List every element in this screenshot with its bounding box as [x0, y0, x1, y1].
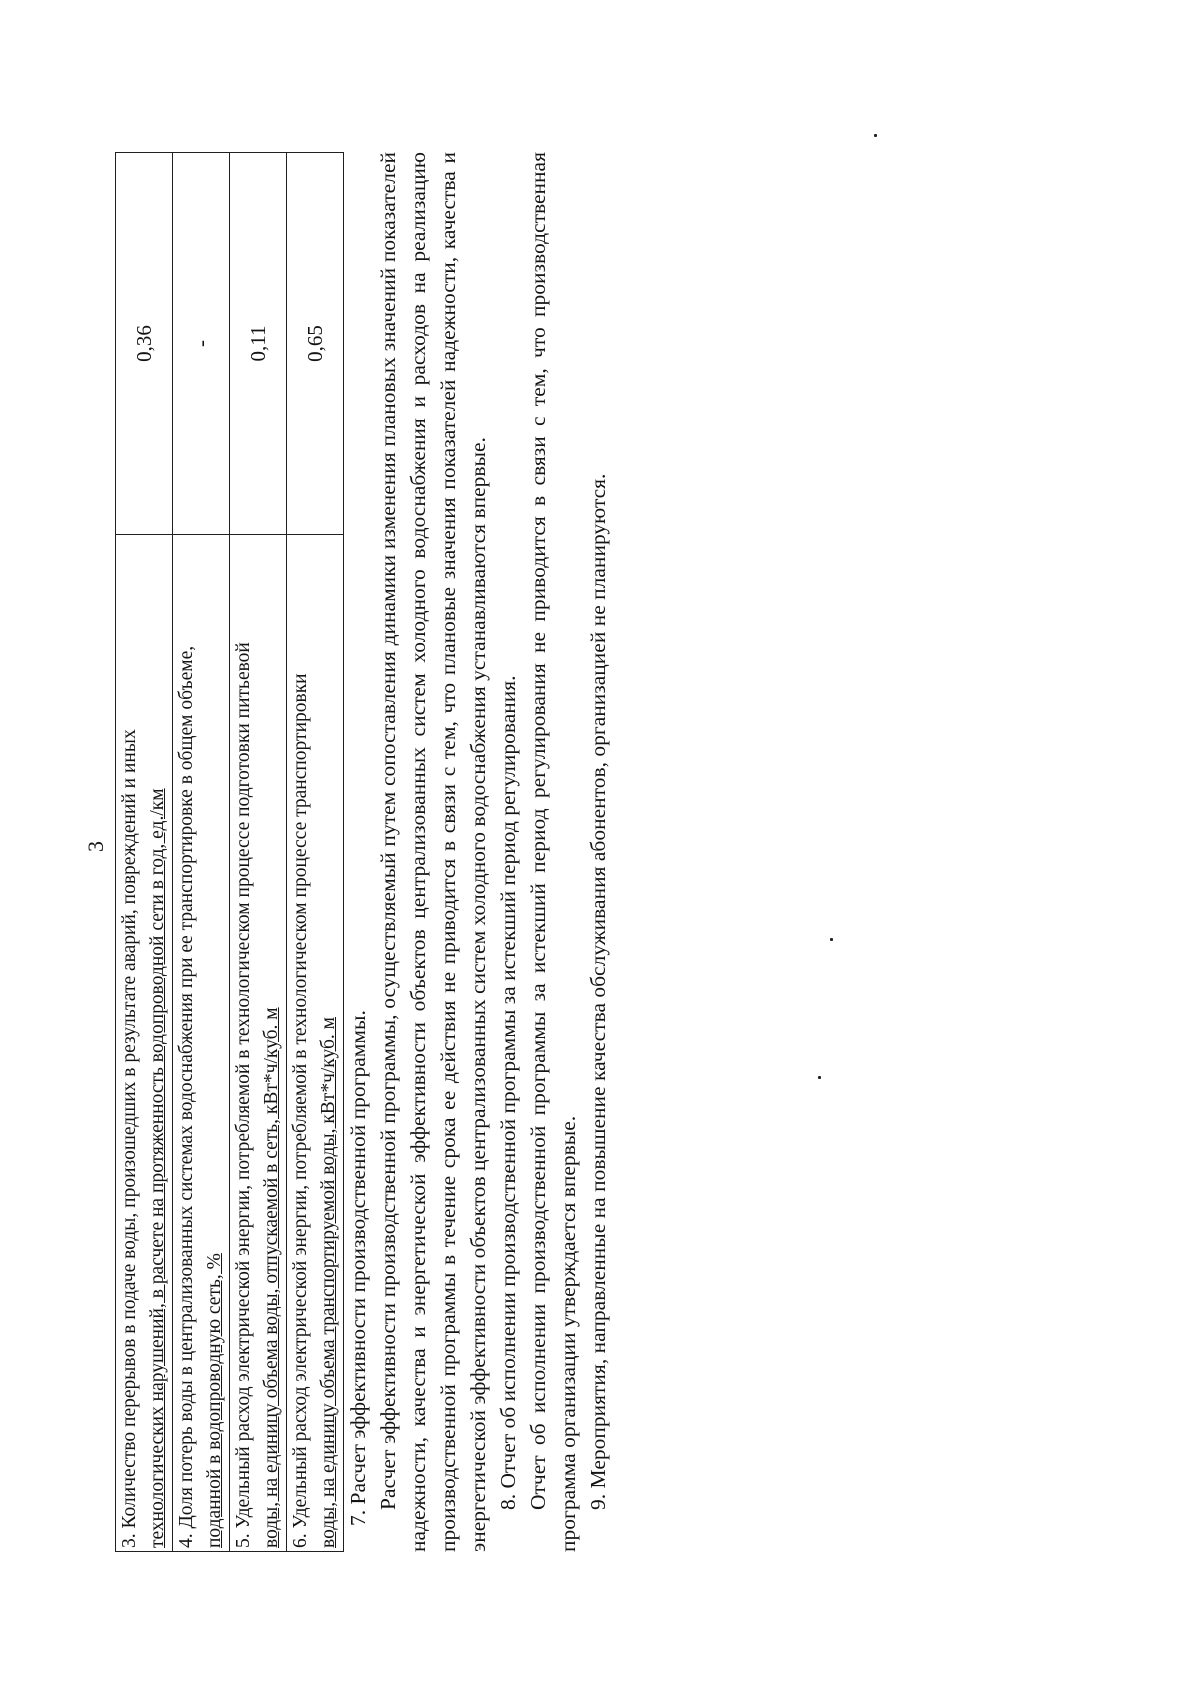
- rotated-page-content: [83, 152, 635, 1552]
- indicator-line: технологических нарушений, в расчете на протяженность водопроводной сети в год, ед./км: [147, 788, 168, 1548]
- scan-speck: [830, 938, 833, 941]
- section-7-heading: 7. Расчет эффективности производственной программы.: [346, 1010, 370, 1526]
- table-row: [173, 153, 230, 1552]
- indicator-line: 4. Доля потерь воды в централизованных системах водоснабжения при ее транспортировке в общем объеме,: [176, 645, 197, 1548]
- indicator-line: 5. Удельный расход электрической энергии, потребляемой в технологическом процессе подготовки питьевой: [233, 642, 254, 1548]
- scan-speck: [818, 1076, 821, 1079]
- section-9-heading: 9. Мероприятия, направленные на повышение качества обслуживания абонентов, организацией не планируются.: [586, 473, 610, 1510]
- indicator-value: 0,36: [116, 153, 173, 535]
- document-body: [343, 152, 613, 1552]
- indicator-description: [116, 535, 173, 1552]
- indicator-value: 0,65: [287, 153, 344, 535]
- table-row: [287, 153, 344, 1552]
- table-row: [116, 153, 173, 1552]
- section-7-text: Расчет эффективности производственной программы, осуществляемый путем сопоставления динамики изменения плановых значений показателей надежности, качества и энергетической эффективности объектов централизованных систем холодного водоснабжения и расходов на реализацию производственной программы в течение срока ее действия не приводится в связи с тем, что плановые значения показателей надежности, качества и энергетической эффективности объектов централизованных систем холодного водоснабжения устанавливаются впервые.: [376, 152, 490, 1552]
- indicator-line: воды, на единицу объема транспортируемой воды, кВт*ч/куб. м: [318, 1017, 339, 1548]
- indicator-description: [230, 535, 287, 1552]
- section-8-text: Отчет об исполнении производственной программы за истекший период регулирования не приводится в связи с тем, что производственная программа организации утверждается впервые.: [526, 152, 580, 1552]
- indicator-description: [287, 535, 344, 1552]
- indicators-table: [115, 152, 344, 1552]
- indicator-line: 3. Количество перерывов в подаче воды, произошедших в результате аварий, повреждений и иных: [119, 729, 140, 1548]
- indicator-line: поданной в водопроводную сеть, %: [204, 1253, 225, 1548]
- indicator-value: 0,11: [230, 153, 287, 535]
- table-row: [230, 153, 287, 1552]
- page-number: 3: [83, 841, 108, 852]
- indicator-line: 6. Удельный расход электрической энергии, потребляемой в технологическом процессе транспортировки: [290, 673, 311, 1548]
- indicator-description: [173, 535, 230, 1552]
- indicator-value: -: [173, 153, 230, 535]
- section-8-heading: 8. Отчет об исполнении производственной программы за истекший период регулирования.: [496, 675, 520, 1510]
- indicator-line: воды, на единицу объема воды, отпускаемой в сеть, кВт*ч/куб. м: [261, 1007, 282, 1548]
- scan-speck: [874, 134, 877, 137]
